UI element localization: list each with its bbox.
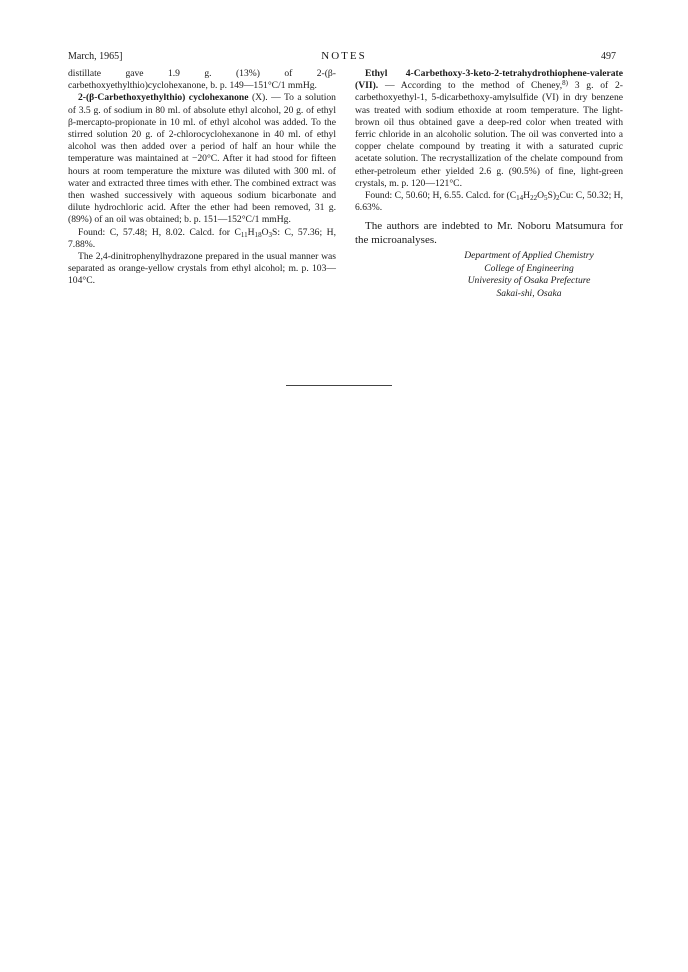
subscript: 14 <box>516 194 524 203</box>
analysis-text: Cu: C, 50.32; H, 6.63%. <box>355 190 623 214</box>
author-affiliation <box>435 250 623 300</box>
analysis-text: Found: C, 50.60; H, 6.55. Calcd. for (C <box>365 190 517 202</box>
analysis-text: H <box>523 190 531 202</box>
analysis-compound-vii <box>355 190 623 214</box>
paragraph-compound-x <box>68 92 336 226</box>
compound-x-procedure: — To a solution of 3.5 g. of sodium in 80 ml. of absolute ethyl alcohol, 20 g. of ethyl β-mercapto-propionate in 10 ml. of ethyl alcohol was added. To the stirred solution 20 g. of 2-chlorocyclohexanone in 40 ml. of ethyl alcohol was then added over a period of half an hour while the temperature was maintained at −20°C. After it had stood for fifteen hours at room temperature the mixture was diluted with 300 ml. of water and extracted three times with ether. The combined extract was then washed successively with aqueous sodium bicarbonate and dilute hydrochloric acid. After the ether had been removed, 31 g. (89%) of an oil was obtained; b. p. 151—152°C/1 mmHg. <box>68 92 336 226</box>
compound-vii-title: Ethyl 4-Carbethoxy-3-keto-2-tetrahydrothiophene-valerate (VII). <box>355 68 623 92</box>
analysis-compound-x <box>68 227 336 251</box>
analysis-text: O <box>261 226 269 238</box>
subscript: 3 <box>268 230 273 239</box>
affiliation-university: Univeresity of Osaka Prefecture <box>467 275 591 287</box>
compound-vii-procedure: 3 g. of 2-carbethoxyethyl-1, 5-dicarbethoxy-amylsulfide (VI) in dry benzene was treated with sodium ethoxide at room temperature. The light-brown oil thus obtained gave a deep-red color when treated with ferric chloride in an alcoholic solution. The oil was converted into a copper chelate compound by treating it with a saturated cupric acetate solution. The recrystallization of the chelate compound from ether-petroleum ether yielded 2.6 g. (90.5%) of fine, light-green crystals, m. p. 120—121°C. <box>355 80 623 189</box>
compound-x-title: 2-(β-Carbethoxyethylthio) cyclohexanone <box>78 92 249 104</box>
right-column <box>355 68 623 300</box>
left-column <box>68 68 336 288</box>
subscript: 11 <box>240 230 248 239</box>
end-rule-divider <box>286 385 392 386</box>
subscript: 18 <box>254 230 262 239</box>
paragraph-compound-vii <box>355 68 623 190</box>
acknowledgement: The authors are indebted to Mr. Noboru Matsumura for the microanalyses. <box>355 220 623 247</box>
subscript: 22 <box>530 194 538 203</box>
analysis-text: H <box>247 226 255 238</box>
reference-marker: 8) <box>562 79 568 88</box>
subscript: 5 <box>544 194 548 203</box>
affiliation-college: College of Engineering <box>484 262 574 274</box>
affiliation-department: Department of Applied Chemistry <box>464 250 594 262</box>
running-head-section: NOTES <box>321 50 367 62</box>
analysis-text: O <box>537 190 545 202</box>
analysis-text: Found: C, 57.48; H, 8.02. Calcd. for C <box>78 226 241 238</box>
analysis-text: S: C, 57.36; H, 7.88%. <box>68 226 337 250</box>
paragraph-hydrazone: The 2,4-dinitrophenylhydrazone prepared in the usual manner was separated as orange-yellow crystals from ethyl alcohol; m. p. 103—104°C. <box>68 251 336 287</box>
analysis-text: S) <box>547 190 557 202</box>
page-number: 497 <box>601 51 616 62</box>
paragraph-distillate: distillate gave 1.9 g. (13%) of 2-(β-carbethoxyethylthio)cyclohexanone, b. p. 149—151°C/1 mmHg. <box>68 68 336 92</box>
running-head-date: March, 1965] <box>68 51 123 62</box>
affiliation-city: Sakai-shi, Osaka <box>496 287 562 299</box>
subscript: 2 <box>556 194 560 203</box>
compound-vii-text: — According to the method of Cheney, <box>384 80 563 92</box>
compound-x-label: (X). <box>251 92 268 104</box>
